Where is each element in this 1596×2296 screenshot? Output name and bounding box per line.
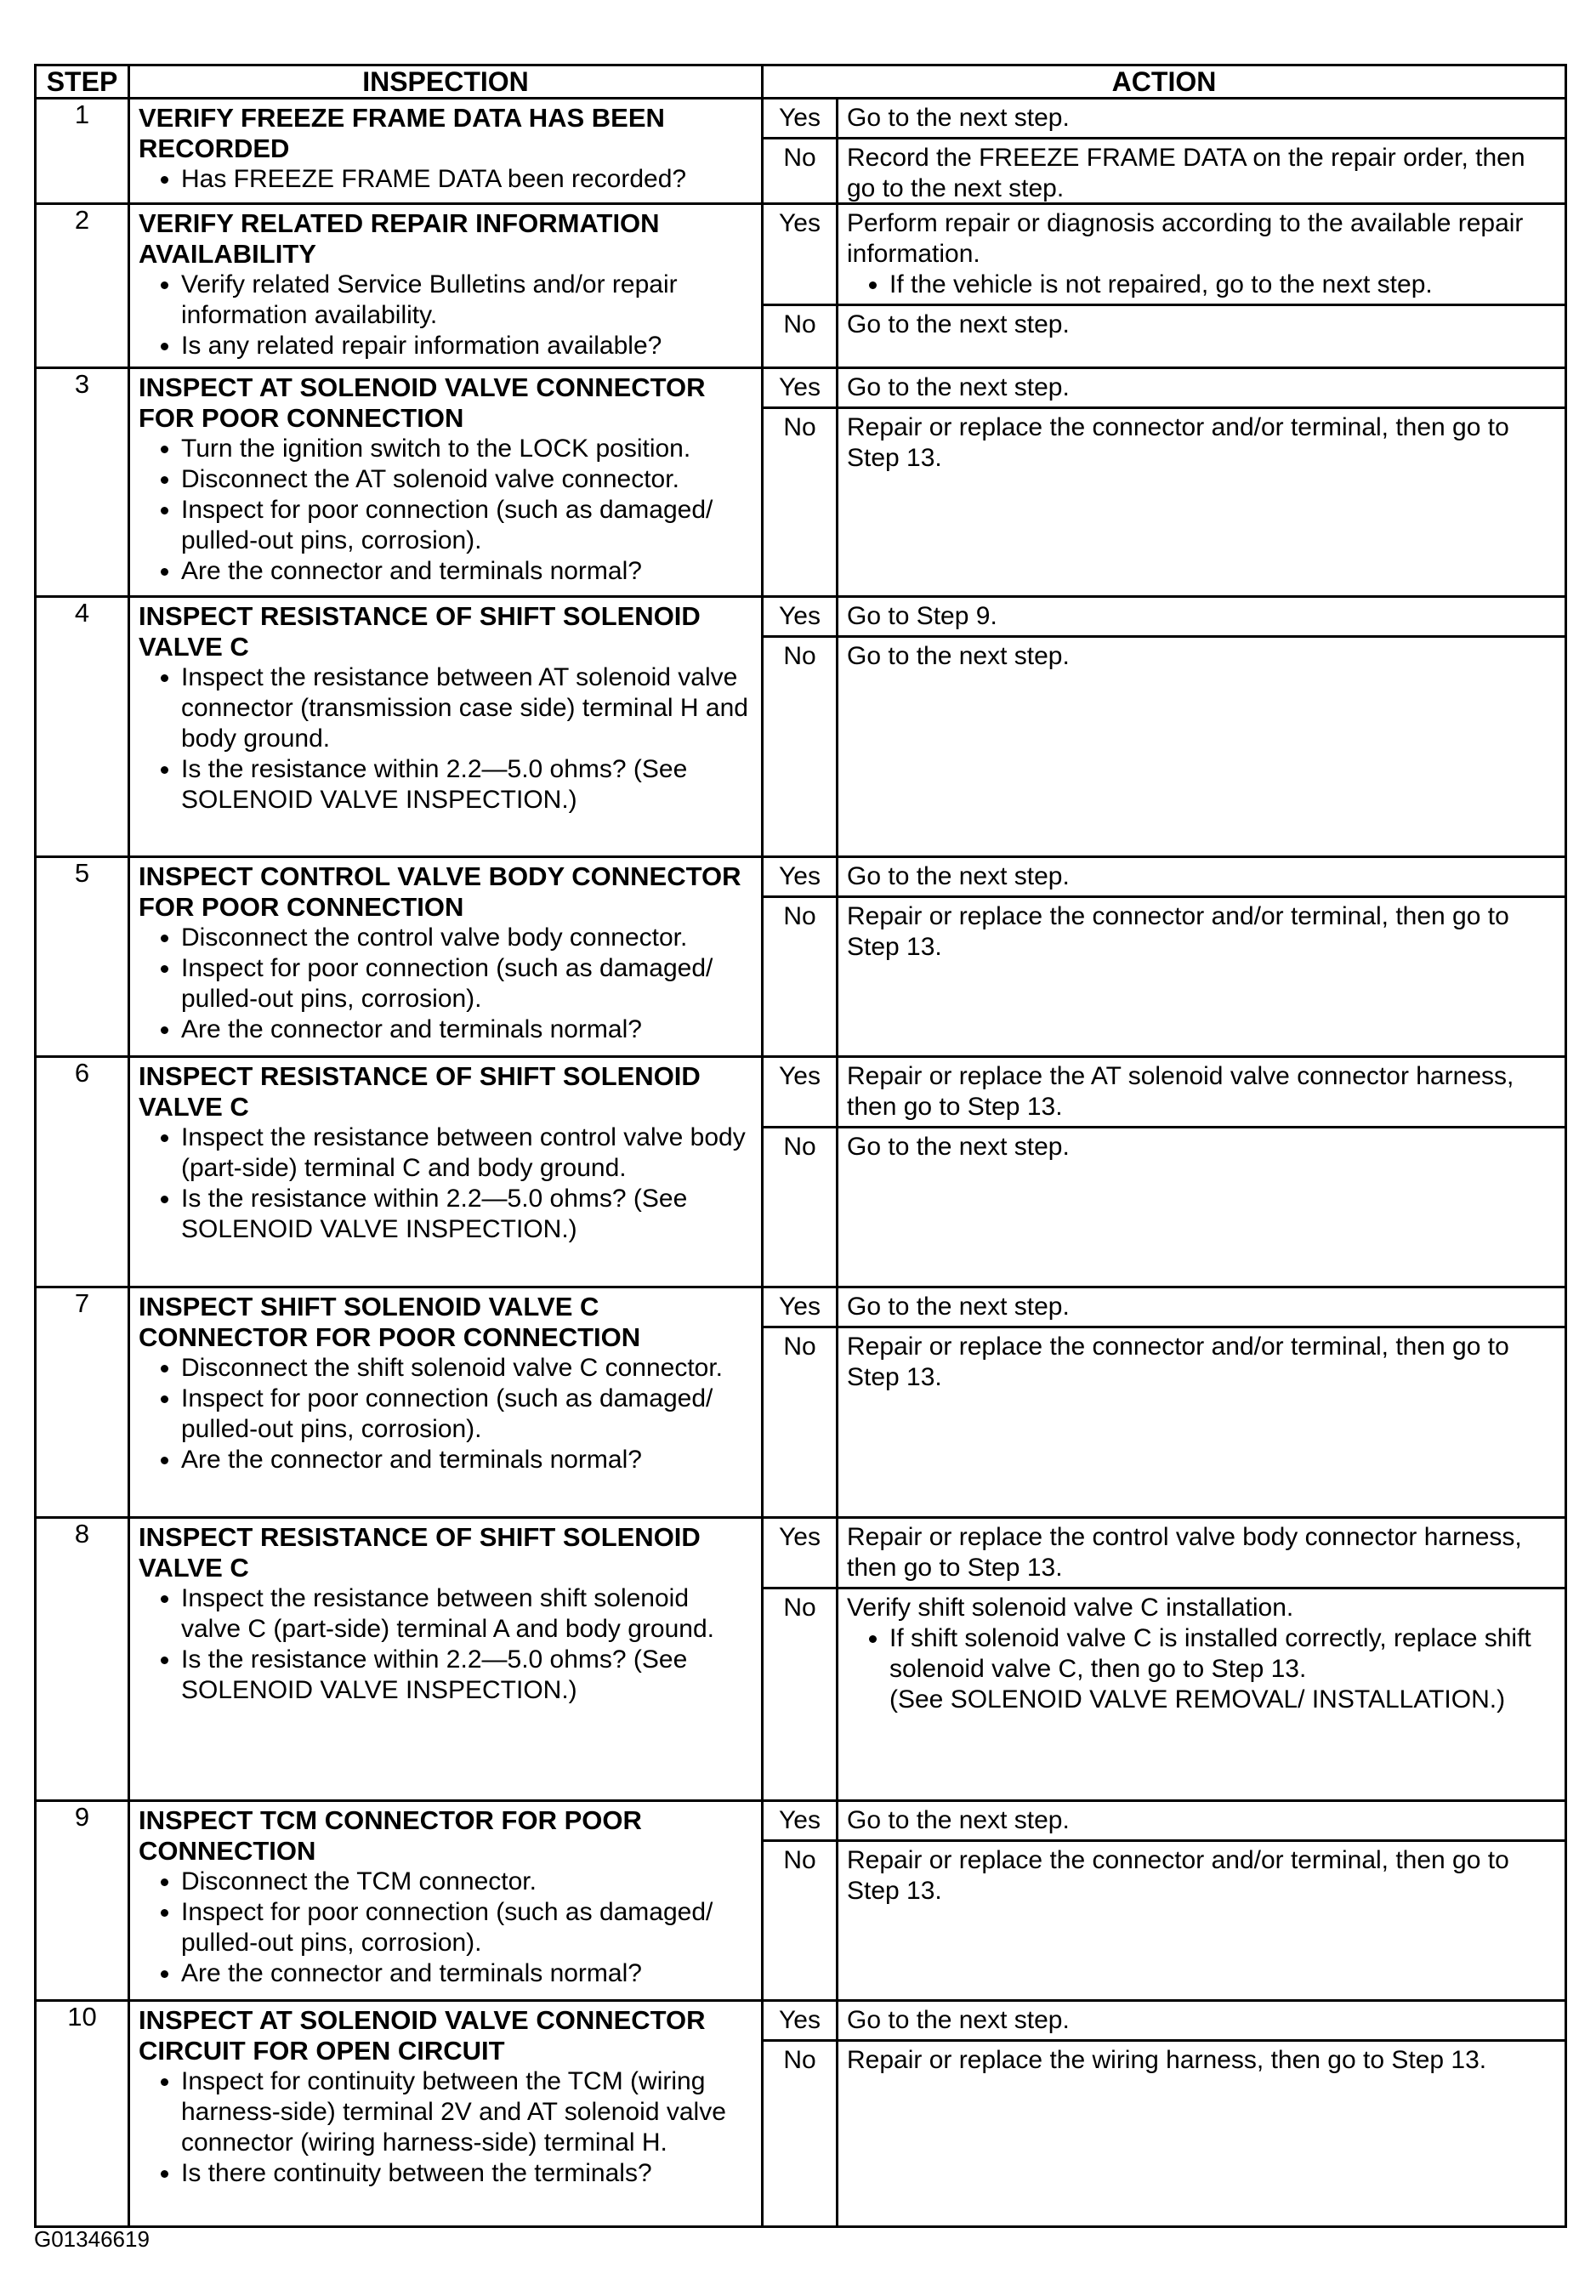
inspection-checklist (139, 1583, 753, 1706)
step-number: 3 (36, 368, 129, 597)
step-number: 10 (36, 2001, 129, 2227)
inspection-checklist (139, 434, 753, 587)
action-text: Go to the next step. (847, 1293, 1070, 1321)
inspection-check-item: • Are the connector and terminals normal? (181, 1958, 753, 1989)
answer-no-action (838, 409, 1565, 595)
answer-no-row (764, 139, 1565, 207)
answer-yes-row (764, 858, 1565, 898)
answer-yes-action (838, 2002, 1565, 2039)
action-text: Go to the next step. (847, 104, 1070, 132)
action-cell (763, 1518, 1566, 1801)
answer-yes-label: Yes (764, 598, 838, 635)
action-options (764, 1802, 1565, 1999)
answer-no-label: No (764, 139, 838, 207)
answer-yes-row (764, 2002, 1565, 2042)
action-bullet-list (847, 1623, 1558, 1685)
step-number: 8 (36, 1518, 129, 1801)
header-step: STEP (36, 65, 129, 99)
inspection-checklist (139, 164, 753, 195)
table-row (36, 99, 1566, 204)
action-cell (763, 99, 1566, 204)
inspection-title: INSPECT RESISTANCE OF SHIFT SOLENOID VALVE C (139, 601, 701, 662)
action-cell (763, 857, 1566, 1057)
answer-no-row (764, 1328, 1565, 1516)
action-text: Go to the next step. (847, 310, 1070, 338)
answer-yes-label: Yes (764, 1058, 838, 1126)
step-number: 2 (36, 204, 129, 368)
table-row (36, 1057, 1566, 1287)
step-number: 4 (36, 597, 129, 857)
table-row (36, 204, 1566, 368)
action-text: Repair or replace the AT solenoid valve connector harness, then go to Step 13. (847, 1062, 1514, 1121)
action-text: Repair or replace the control valve body connector harness, then go to Step 13. (847, 1523, 1522, 1582)
inspection-check-item: • Is there continuity between the terminals? (181, 2158, 753, 2189)
inspection-check-item: • Turn the ignition switch to the LOCK position. (181, 434, 753, 464)
answer-no-row (764, 306, 1565, 367)
action-options (764, 369, 1565, 595)
answer-no-action (838, 638, 1565, 855)
answer-yes-action (838, 598, 1565, 635)
inspection-checklist (139, 1867, 753, 1989)
inspection-check-item: • Inspect for poor connection (such as damaged/ pulled-out pins, corrosion). (181, 953, 753, 1014)
inspection-title: INSPECT AT SOLENOID VALVE CONNECTOR CIRCUIT FOR OPEN CIRCUIT (139, 2005, 706, 2066)
inspection-check-item: • Are the connector and terminals normal? (181, 1445, 753, 1475)
inspection-checklist (139, 1122, 753, 1245)
table-row (36, 1801, 1566, 2001)
action-cell (763, 1801, 1566, 2001)
action-options (764, 858, 1565, 1055)
answer-yes-action (838, 1519, 1565, 1587)
answer-yes-row (764, 598, 1565, 638)
answer-yes-action (838, 205, 1565, 304)
answer-no-label: No (764, 638, 838, 855)
inspection-checklist (139, 270, 753, 361)
inspection-title: INSPECT RESISTANCE OF SHIFT SOLENOID VALVE C (139, 1061, 701, 1122)
inspection-check-item: • Are the connector and terminals normal? (181, 1014, 753, 1045)
step-number: 1 (36, 99, 129, 204)
answer-yes-row (764, 1802, 1565, 1842)
answer-no-label: No (764, 1589, 838, 1799)
answer-yes-row (764, 369, 1565, 409)
inspection-title: VERIFY RELATED REPAIR INFORMATION AVAILABILITY (139, 208, 660, 269)
inspection-cell (129, 99, 763, 204)
inspection-title: INSPECT RESISTANCE OF SHIFT SOLENOID VALVE C (139, 1522, 701, 1583)
step-number: 6 (36, 1057, 129, 1287)
action-text: Repair or replace the connector and/or terminal, then go to Step 13. (847, 413, 1509, 472)
inspection-check-item: • Inspect for poor connection (such as damaged/ pulled-out pins, corrosion). (181, 1384, 753, 1445)
inspection-cell (129, 368, 763, 597)
answer-no-row (764, 638, 1565, 855)
answer-no-action (838, 898, 1565, 1055)
action-cell (763, 2001, 1566, 2227)
answer-yes-action (838, 1802, 1565, 1839)
step-number: 7 (36, 1287, 129, 1518)
action-text: Go to the next step. (847, 862, 1070, 890)
header-inspection: INSPECTION (129, 65, 763, 99)
table-row (36, 597, 1566, 857)
header-action: ACTION (763, 65, 1566, 99)
inspection-check-item: • Inspect for poor connection (such as damaged/ pulled-out pins, corrosion). (181, 495, 753, 556)
inspection-checklist (139, 2066, 753, 2189)
action-options (764, 1058, 1565, 1286)
action-options (764, 1519, 1565, 1799)
inspection-checklist (139, 1353, 753, 1475)
inspection-cell (129, 597, 763, 857)
action-cell (763, 368, 1566, 597)
action-options (764, 598, 1565, 855)
inspection-check-item: • Inspect the resistance between AT solenoid valve connector (transmission case side) terminal H and body ground. (181, 662, 753, 754)
inspection-cell (129, 1057, 763, 1287)
inspection-check-item: • Inspect for poor connection (such as damaged/ pulled-out pins, corrosion). (181, 1897, 753, 1958)
action-bullet: • If the vehicle is not repaired, go to the next step. (889, 270, 1558, 300)
table-row (36, 857, 1566, 1057)
answer-yes-label: Yes (764, 2002, 838, 2039)
diagnostic-table (34, 64, 1567, 2228)
inspection-cell (129, 1287, 763, 1518)
answer-yes-row (764, 205, 1565, 306)
answer-no-label: No (764, 409, 838, 595)
table-row (36, 1518, 1566, 1801)
answer-yes-label: Yes (764, 99, 838, 137)
answer-no-action (838, 1589, 1565, 1799)
action-text: Repair or replace the wiring harness, then go to Step 13. (847, 2046, 1487, 2074)
inspection-check-item: • Is the resistance within 2.2—5.0 ohms? (See SOLENOID VALVE INSPECTION.) (181, 754, 753, 816)
inspection-check-item: • Is the resistance within 2.2—5.0 ohms? (See SOLENOID VALVE INSPECTION.) (181, 1184, 753, 1245)
inspection-check-item: • Inspect the resistance between shift solenoid valve C (part-side) terminal A and body ground. (181, 1583, 753, 1645)
inspection-check-item: • Are the connector and terminals normal? (181, 556, 753, 587)
action-cell (763, 204, 1566, 368)
inspection-check-item: • Is the resistance within 2.2—5.0 ohms? (See SOLENOID VALVE INSPECTION.) (181, 1645, 753, 1706)
inspection-check-item: • Disconnect the shift solenoid valve C connector. (181, 1353, 753, 1384)
answer-no-action (838, 1328, 1565, 1516)
action-cell (763, 1287, 1566, 1518)
answer-no-row (764, 1842, 1565, 1999)
action-reference: (See SOLENOID VALVE REMOVAL/ INSTALLATION.) (889, 1685, 1506, 1713)
action-text: Repair or replace the connector and/or terminal, then go to Step 13. (847, 1333, 1509, 1391)
action-text: Go to the next step. (847, 1133, 1070, 1161)
answer-yes-label: Yes (764, 858, 838, 895)
inspection-title: INSPECT SHIFT SOLENOID VALVE C CONNECTOR FOR POOR CONNECTION (139, 1292, 641, 1352)
inspection-title: INSPECT CONTROL VALVE BODY CONNECTOR FOR POOR CONNECTION (139, 861, 741, 922)
answer-no-label: No (764, 306, 838, 367)
table-row (36, 368, 1566, 597)
answer-yes-action (838, 1058, 1565, 1126)
inspection-check-item: • Inspect the resistance between control valve body (part-side) terminal C and body ground. (181, 1122, 753, 1184)
answer-no-row (764, 898, 1565, 1055)
answer-yes-action (838, 369, 1565, 406)
action-bullet-list (847, 270, 1558, 300)
answer-yes-action (838, 858, 1565, 895)
inspection-check-item: • Disconnect the AT solenoid valve connector. (181, 464, 753, 495)
answer-no-row (764, 409, 1565, 595)
answer-no-row (764, 2042, 1565, 2225)
figure-id: G01346619 (34, 2226, 150, 2252)
answer-no-row (764, 1128, 1565, 1286)
inspection-checklist (139, 923, 753, 1045)
inspection-cell (129, 1801, 763, 2001)
action-text: Repair or replace the connector and/or terminal, then go to Step 13. (847, 902, 1509, 961)
answer-yes-action (838, 99, 1565, 137)
answer-no-row (764, 1589, 1565, 1799)
answer-yes-row (764, 1058, 1565, 1128)
inspection-check-item: • Has FREEZE FRAME DATA been recorded? (181, 164, 753, 195)
answer-yes-label: Yes (764, 1288, 838, 1326)
answer-no-action (838, 1128, 1565, 1286)
action-cell (763, 597, 1566, 857)
inspection-check-item: • Disconnect the control valve body connector. (181, 923, 753, 953)
answer-yes-row (764, 1519, 1565, 1589)
answer-no-label: No (764, 2042, 838, 2225)
inspection-title: INSPECT AT SOLENOID VALVE CONNECTOR FOR POOR CONNECTION (139, 372, 706, 433)
action-text: Perform repair or diagnosis according to the available repair information. (847, 209, 1524, 268)
answer-no-action (838, 1842, 1565, 1999)
action-text: Go to the next step. (847, 1806, 1070, 1834)
header-row (36, 65, 1566, 99)
step-number: 9 (36, 1801, 129, 2001)
answer-yes-label: Yes (764, 1519, 838, 1587)
answer-no-action (838, 2042, 1565, 2225)
answer-yes-row (764, 1288, 1565, 1328)
action-text: Go to the next step. (847, 373, 1070, 401)
answer-no-label: No (764, 1842, 838, 1999)
answer-no-action (838, 139, 1565, 207)
action-text: Repair or replace the connector and/or terminal, then go to Step 13. (847, 1846, 1509, 1905)
inspection-cell (129, 1518, 763, 1801)
action-text: Record the FREEZE FRAME DATA on the repair order, then go to the next step. (847, 144, 1525, 202)
answer-no-label: No (764, 898, 838, 1055)
table-body (36, 99, 1566, 2227)
inspection-check-item: • Disconnect the TCM connector. (181, 1867, 753, 1897)
action-options (764, 1288, 1565, 1516)
answer-yes-label: Yes (764, 1802, 838, 1839)
inspection-title: INSPECT TCM CONNECTOR FOR POOR CONNECTION (139, 1805, 642, 1866)
action-options (764, 2002, 1565, 2225)
inspection-check-item: • Verify related Service Bulletins and/or repair information availability. (181, 270, 753, 331)
action-text: Go to Step 9. (847, 602, 997, 630)
inspection-cell (129, 204, 763, 368)
answer-no-action (838, 306, 1565, 367)
table-row (36, 2001, 1566, 2227)
answer-yes-label: Yes (764, 369, 838, 406)
answer-no-label: No (764, 1128, 838, 1286)
answer-yes-action (838, 1288, 1565, 1326)
inspection-checklist (139, 662, 753, 816)
answer-no-label: No (764, 1328, 838, 1516)
inspection-title: VERIFY FREEZE FRAME DATA HAS BEEN RECORDED (139, 103, 665, 163)
inspection-cell (129, 2001, 763, 2227)
inspection-check-item: • Inspect for continuity between the TCM (wiring harness-side) terminal 2V and AT solenoid valve connector (wiring harness-side) terminal H. (181, 2066, 753, 2158)
action-text: Verify shift solenoid valve C installation. (847, 1594, 1294, 1622)
step-number: 5 (36, 857, 129, 1057)
answer-yes-label: Yes (764, 205, 838, 304)
action-options (764, 99, 1565, 202)
inspection-check-item: • Is any related repair information available? (181, 331, 753, 361)
action-options (764, 205, 1565, 367)
answer-yes-row (764, 99, 1565, 139)
inspection-cell (129, 857, 763, 1057)
action-text: Go to the next step. (847, 642, 1070, 670)
action-bullet: • If shift solenoid valve C is installed correctly, replace shift solenoid valve C, then go to Step 13. (889, 1623, 1558, 1685)
action-text: Go to the next step. (847, 2006, 1070, 2034)
action-cell (763, 1057, 1566, 1287)
table-row (36, 1287, 1566, 1518)
